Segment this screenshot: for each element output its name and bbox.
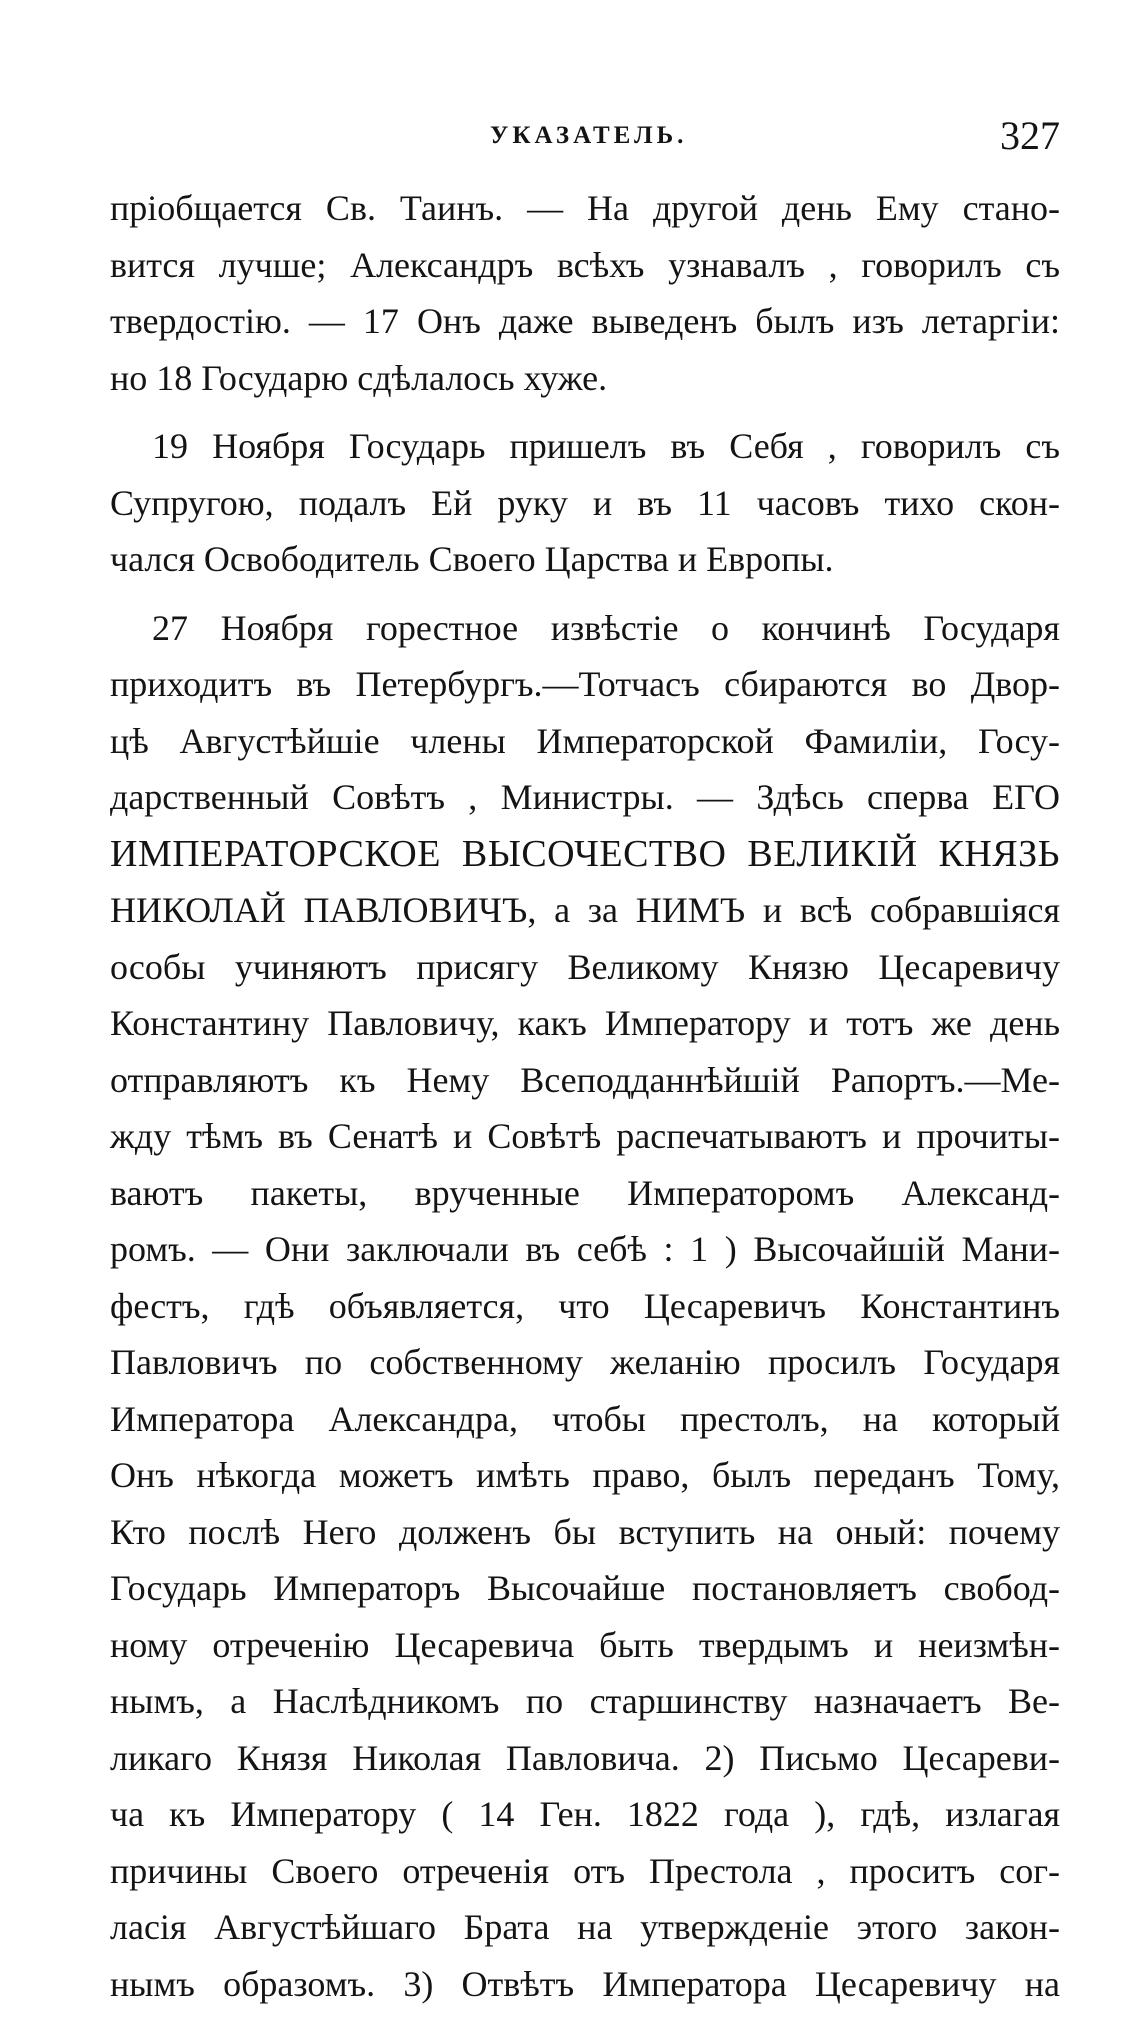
text-line: причины Своего отреченія отъ Престола , проситъ сог- — [110, 1850, 1060, 1891]
running-head — [110, 112, 1060, 162]
text-line: ликаго Князя Николая Павловича. 2) Письмо Цесареви- — [110, 1737, 1060, 1778]
text-line: но 18 Государю сдѣлалось хуже. — [110, 357, 608, 398]
text-line: Онъ нѣкогда можетъ имѣть право, былъ переданъ Тому, — [110, 1455, 1060, 1495]
text-line: особы учиняютъ присягу Великому Князю Цесаревичу — [110, 946, 1060, 987]
paragraph — [110, 180, 1060, 406]
page-number: 327 — [1000, 113, 1060, 158]
text-line: Супругою, подалъ Ей руку и въ 11 часовъ тихо скон- — [110, 482, 1060, 523]
text-line: нымъ, а Наслѣдникомъ по старшинству назначаетъ Ве- — [110, 1681, 1060, 1721]
text-line: ча къ Императору ( 14 Ген. 1822 года ), гдѣ, излагая — [110, 1794, 1060, 1834]
text-line: Павловичъ по собственному желанію просилъ Государя — [110, 1342, 1060, 1382]
text-line: пріобщается Св. Таинъ. — На другой день Ему стано- — [110, 188, 1060, 228]
text-line: фестъ, гдѣ объявляется, что Цесаревичъ Константинъ — [110, 1285, 1060, 1326]
text-line: Государь Императоръ Высочайше постановляетъ свобод- — [110, 1568, 1060, 1608]
paragraph — [110, 600, 1060, 2013]
text-line: 19 Ноября Государь пришелъ въ Себя , говорилъ съ — [152, 426, 1060, 466]
text-line: отправляютъ къ Нему Всеподданнѣйшій Рапортъ.—Ме- — [110, 1059, 1060, 1100]
text-line: жду тѣмъ въ Сенатѣ и Совѣтѣ распечатываютъ и прочиты- — [110, 1116, 1060, 1156]
body-text — [110, 180, 1060, 2024]
text-line: цѣ Августѣйшіе члены Императорской Фамиліи, Госу- — [110, 720, 1060, 761]
text-line: твердостію. — 17 Онъ даже выведенъ былъ изъ летаргіи: — [110, 301, 1060, 341]
paragraph — [110, 418, 1060, 588]
text-line: Кто послѣ Него долженъ бы вступить на оный: почему — [110, 1511, 1060, 1552]
text-line: нымъ образомъ. 3) Отвѣтъ Императора Цесаревичу на — [110, 1963, 1060, 2004]
text-line: дарственный Совѣтъ , Министры. — Здѣсь сперва ЕГО — [110, 777, 1060, 817]
text-line: ласія Августѣйшаго Брата на утвержденіе этого закон- — [110, 1907, 1060, 1947]
running-head-title: УКАЗАТЕЛЬ. — [490, 122, 688, 149]
text-line: ваютъ пакеты, врученные Императоромъ Александ- — [110, 1172, 1060, 1213]
text-line: вится лучше; Александръ всѣхъ узнавалъ , говорилъ съ — [110, 244, 1060, 285]
text-line: ИМПЕРАТОРСКОЕ ВЫСОЧЕСТВО ВЕЛИКІЙ КНЯЗЬ — [110, 832, 1060, 875]
text-line: ному отреченію Цесаревича быть твердымъ и неизмѣн- — [110, 1624, 1060, 1665]
text-line: Константину Павловичу, какъ Императору и тотъ же день — [110, 1003, 1060, 1043]
text-line: чался Освободитель Своего Царства и Европы. — [110, 539, 834, 579]
text-line: приходитъ въ Петербургъ.—Тотчасъ сбираются во Двор- — [110, 664, 1060, 704]
text-line: ромъ. — Они заключали въ себѣ : 1 ) Высочайшій Мани- — [110, 1229, 1060, 1269]
text-line: НИКОЛАЙ ПАВЛОВИЧЪ, а за НИМЪ и всѣ собравшіяся — [110, 890, 1060, 930]
text-line: 27 Ноября горестное извѣстіе о кончинѣ Государя — [152, 607, 1060, 648]
text-line: Императора Александра, чтобы престолъ, на который — [110, 1398, 1060, 1439]
